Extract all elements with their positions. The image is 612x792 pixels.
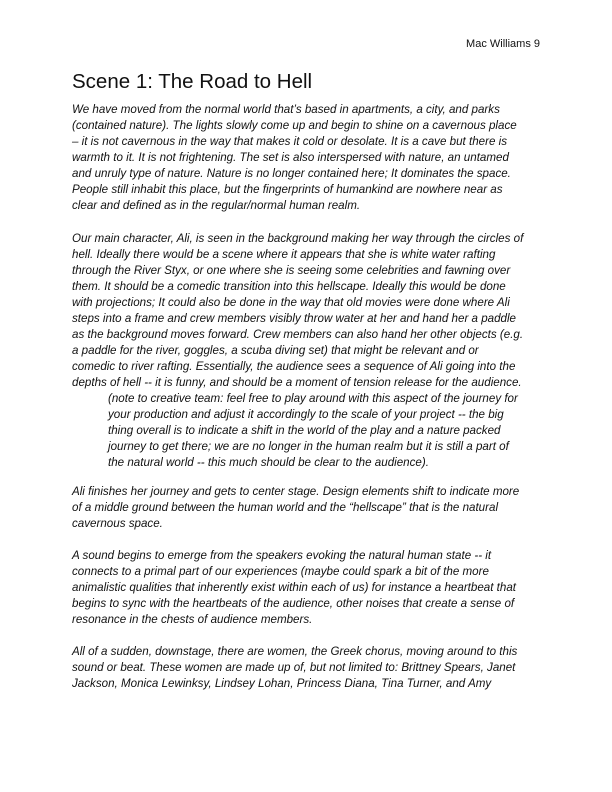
text-line: and unruly type of nature. Nature is no longer contained here; It dominates the space. bbox=[72, 167, 511, 180]
text-line: cavernous space. bbox=[72, 517, 163, 530]
text-line: through the River Styx, or one where she is seeing some celebrities and fawning over bbox=[72, 264, 511, 277]
text-line: hell. Ideally there would be a scene where it appears that she is white water rafting bbox=[72, 248, 496, 261]
text-line: with projections; It could also be done in the way that old movies were done where Ali bbox=[72, 296, 510, 309]
text-line: A sound begins to emerge from the speakers evoking the natural human state -- it bbox=[72, 549, 492, 562]
text-line: connects to a primal part of our experiences (maybe could spark a bit of the more bbox=[72, 565, 489, 578]
scene-title: Scene 1: The Road to Hell bbox=[72, 70, 313, 93]
text-line: them. It should be a comedic transition into this hellscape. Ideally this would be done bbox=[72, 280, 506, 293]
text-line: People still inhabit this place, but the fingerprints of humankind are nowhere near as bbox=[72, 183, 503, 196]
text-line: – it is not cavernous in the way that makes it cold or desolate. It is a cave but there is bbox=[72, 135, 507, 148]
text-line: (note to creative team: feel free to play around with this aspect of the journey for bbox=[108, 392, 518, 405]
text-line: (contained nature). The lights slowly come up and begin to shine on a cavernous place bbox=[72, 119, 517, 132]
text-line: a paddle for the river, goggles, a scuba diving set) that might be relevant and or bbox=[72, 344, 479, 357]
paragraph-sound bbox=[72, 548, 516, 628]
text-line: We have moved from the normal world that’s based in apartments, a city, and parks bbox=[72, 103, 500, 116]
text-line: animalistic qualities that inherently exist within each of us) for instance a heartbeat that bbox=[72, 581, 517, 594]
paragraph-ali-journey bbox=[72, 231, 523, 391]
text-line: the natural world -- this much should be clear to the audience). bbox=[108, 456, 429, 469]
text-line: thing overall is to indicate a shift in the world of the play and a nature packed bbox=[108, 424, 501, 437]
text-line: Ali finishes her journey and gets to center stage. Design elements shift to indicate more bbox=[72, 485, 520, 498]
text-line: as the background moves forward. Crew members can also hand her other objects (e.g. bbox=[72, 328, 524, 341]
text-line: Our main character, Ali, is seen in the background making her way through the circles of bbox=[72, 232, 524, 245]
paragraph-setting bbox=[72, 102, 517, 214]
text-line: comedic to river rafting. Essentially, the audience sees a sequence of Ali going into the bbox=[72, 360, 516, 373]
page-header: Mac Williams 9 bbox=[466, 38, 540, 50]
text-line: journey to get there; we are no longer in the human realm but it is still a part of bbox=[108, 440, 509, 453]
paragraph-greek-chorus bbox=[72, 644, 517, 692]
paragraph-center-stage bbox=[72, 484, 519, 532]
text-line: begins to sync with the heartbeats of the audience, other noises that create a sense of bbox=[72, 597, 515, 610]
text-line: depths of hell -- it is funny, and should be a moment of tension release for the audience. bbox=[72, 376, 522, 389]
text-line: Jackson, Monica Lewinksy, Lindsey Lohan, Princess Diana, Tina Turner, and Amy bbox=[72, 677, 492, 690]
text-line: clear and defined as in the regular/normal human realm. bbox=[72, 199, 361, 212]
text-line: All of a sudden, downstage, there are women, the Greek chorus, moving around to this bbox=[72, 645, 518, 658]
text-line: sound or beat. These women are made up of, but not limited to: Brittney Spears, Janet bbox=[72, 661, 516, 674]
text-line: your production and adjust it accordingly to the scale of your project -- the big bbox=[108, 408, 504, 421]
text-line: resonance in the chests of audience members. bbox=[72, 613, 313, 626]
paragraph-creative-note bbox=[108, 391, 518, 471]
text-line: of a middle ground between the human world and the “hellscape” that is the natural bbox=[72, 501, 499, 514]
text-line: warmth to it. It is not frightening. The set is also interspersed with nature, an untamed bbox=[72, 151, 509, 164]
text-line: steps into a frame and crew members visibly throw water at her and hand her a paddle bbox=[72, 312, 517, 325]
